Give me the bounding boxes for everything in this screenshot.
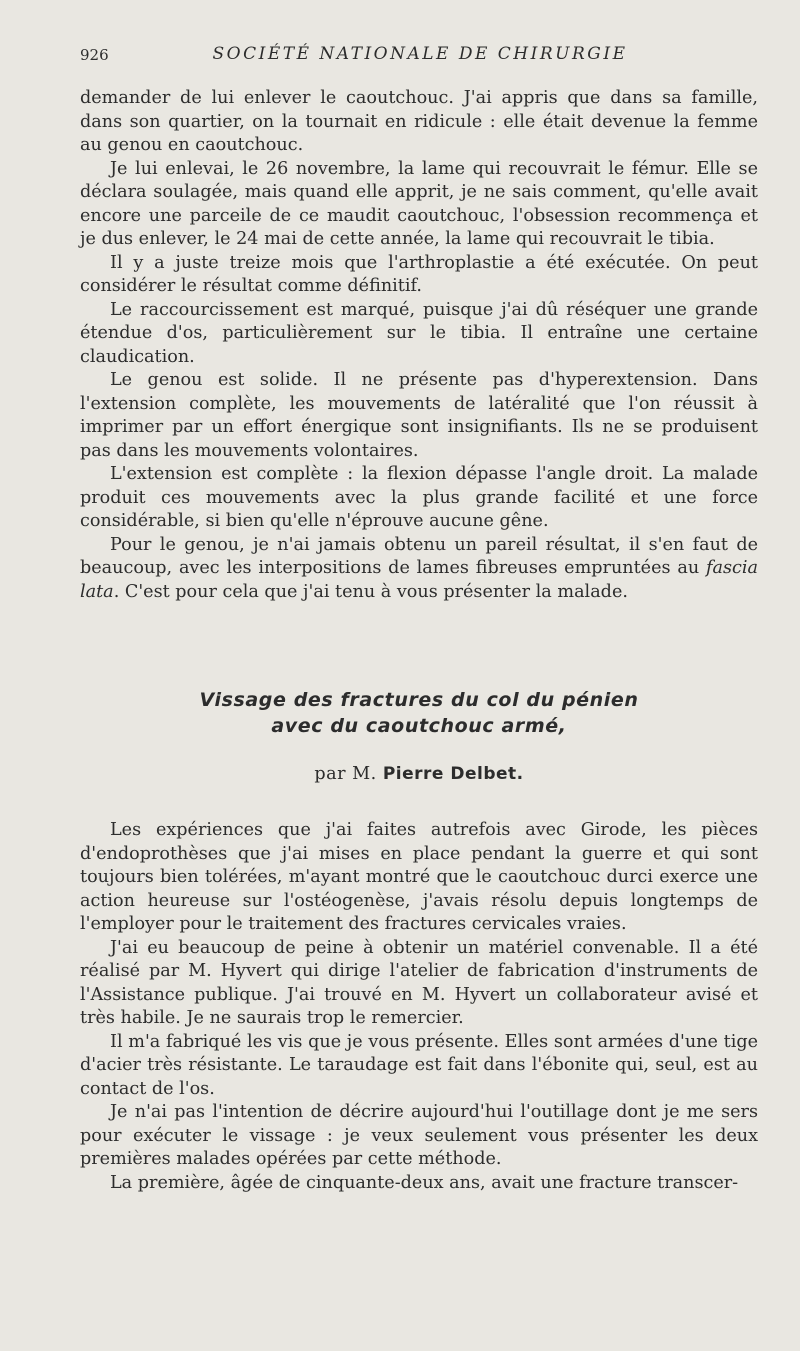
- paragraph: Les expériences que j'ai faites autrefois avec Girode, les pièces d'endoprothèses que j'ai mises en place pendant la guerre et qui sont toujours bien tolérées, m'ayant montré que le caoutchouc durci exerce une action heureuse sur l'ostéogenèse, j'avais résolu depuis longtemps de l'employer pour le traitement des fractures cervicales vraies.: [80, 820, 758, 934]
- article-body: [80, 819, 758, 1195]
- paragraph-text: Pour le genou, je n'ai jamais obtenu un pareil résultat, il s'en faut de beaucoup, avec les interpositions de lames fibreuses empruntées au: [80, 534, 758, 578]
- paragraph: Le raccourcissement est marqué, puisque j'ai dû réséquer une grande étendue d'os, particulièrement sur le tibia. Il entraîne une certaine claudication.: [80, 299, 758, 367]
- paragraph: Je n'ai pas l'intention de décrire aujourd'hui l'outillage dont je me sers pour exécuter le vissage : je veux seulement vous présenter les deux premières malades opérées par cette méthode.: [80, 1102, 758, 1169]
- paragraph: [80, 534, 758, 605]
- byline: [80, 764, 758, 784]
- paragraph: Je lui enlevai, le 26 novembre, la lame qui recouvrait le fémur. Elle se déclara soulagée, mais quand elle apprit, je ne sais comment, qu'elle avait encore une parceile de ce maudit caoutchouc, l'obsession recommença et je dus enlever, le 24 mai de cette année, la lame qui recouvrait le tibia.: [80, 158, 758, 249]
- page-header: [80, 44, 760, 68]
- paragraph: L'extension est complète : la flexion dépasse l'angle droit. La malade produit ces mouvements avec la plus grande facilité et une force considérable, si bien qu'elle n'éprouve aucune gêne.: [80, 464, 758, 531]
- author-name: Pierre Delbet.: [382, 764, 524, 784]
- paragraph: Le genou est solide. Il ne présente pas d'hyperextension. Dans l'extension complète, les mouvements de latéralité que l'on réussit à imprimer par un effort énergique sont insignifiants. Ils ne se produisent pas dans les mouvements volontaires.: [80, 370, 758, 461]
- article-title: [80, 687, 758, 739]
- article-title-line: Vissage des fractures du col du pénien: [199, 689, 639, 711]
- paragraph: demander de lui enlever le caoutchouc. J'ai appris que dans sa famille, dans son quartier, on la tournait en ridicule : elle était devenue la femme au genou en caoutchouc.: [80, 88, 758, 155]
- paragraph: La première, âgée de cinquante-deux ans, avait une fracture transcer-: [110, 1172, 739, 1193]
- running-title: SOCIÉTÉ NATIONALE DE CHIRURGIE: [212, 44, 628, 64]
- byline-prefix: par M.: [314, 764, 383, 784]
- article-title-line: avec du caoutchouc armé,: [271, 715, 567, 737]
- italic-term: fascia lata: [80, 558, 758, 602]
- paragraph: J'ai eu beaucoup de peine à obtenir un matériel convenable. Il a été réalisé par M. Hyvert qui dirige l'atelier de fabrication d'instruments de l'Assistance publique. J'ai trouvé en M. Hyvert un collaborateur avisé et très habile. Je ne saurais trop le remercier.: [80, 937, 758, 1028]
- paragraph: Il m'a fabriqué les vis que je vous présente. Elles sont armées d'une tige d'acier très résistante. Le taraudage est fait dans l'ébonite qui, seul, est au contact de l'os.: [80, 1031, 758, 1099]
- paragraph: Il y a juste treize mois que l'arthroplastie a été exécutée. On peut considérer le résultat comme définitif.: [80, 252, 758, 296]
- previous-article-body: [80, 87, 758, 604]
- paragraph-text: . C'est pour cela que j'ai tenu à vous présenter la malade.: [113, 581, 628, 602]
- page-number: 926: [80, 46, 109, 64]
